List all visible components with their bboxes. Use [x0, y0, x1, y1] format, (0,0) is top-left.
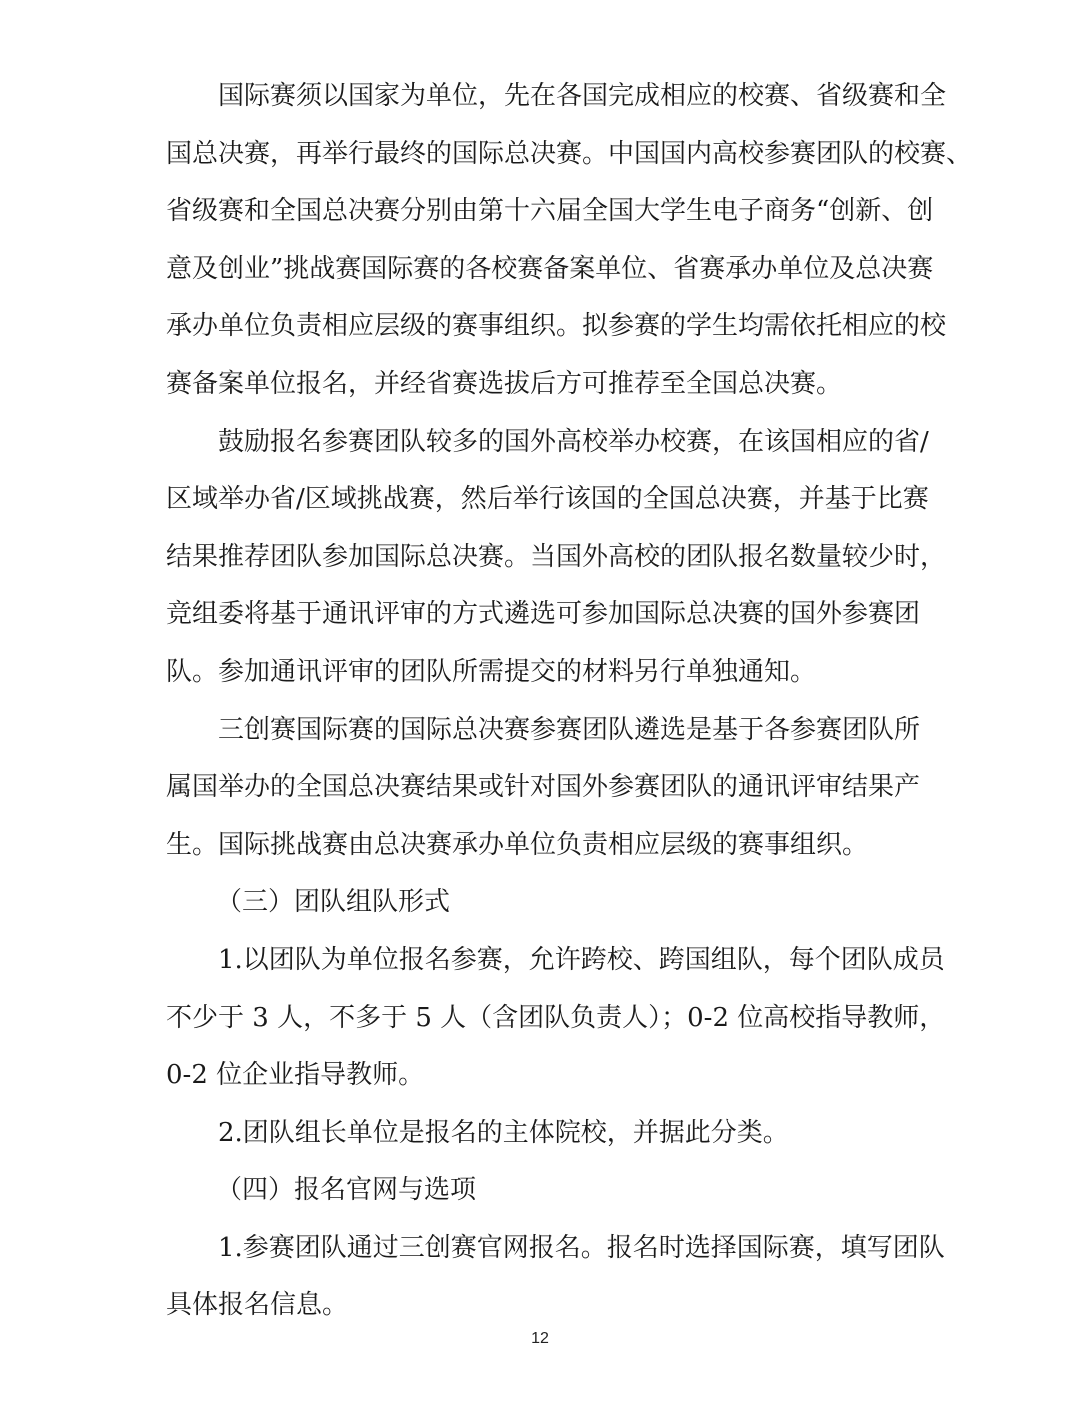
item-1-line-1: 1.以团队为单位报名参赛，允许跨校、跨国组队，每个团队成员 [218, 944, 945, 975]
section-heading-team-formation: （三）团队组队形式 [216, 887, 451, 918]
item-1-line-3: 0-2 位企业指导教师。 [166, 1060, 425, 1091]
registration-item-1-line-2: 具体报名信息。 [166, 1290, 349, 1321]
registration-item-1-line-1: 1.参赛团队通过三创赛官网报名。报名时选择国际赛，填写团队 [218, 1232, 945, 1263]
document-body [166, 68, 973, 1335]
section-heading-registration: （四）报名官网与选项 [216, 1175, 477, 1206]
paragraph-3-line-3: 生。国际挑战赛由总决赛承办单位负责相应层级的赛事组织。 [166, 829, 869, 860]
paragraph-1-line-2: 国总决赛，再举行最终的国际总决赛。中国国内高校参赛团队的校赛、 [166, 138, 973, 169]
item-2-line-1: 2.团队组长单位是报名的主体院校，并据此分类。 [218, 1117, 789, 1148]
paragraph-1-line-6: 赛备案单位报名，并经省赛选拔后方可推荐至全国总决赛。 [166, 368, 843, 399]
paragraph-1-line-3: 省级赛和全国总决赛分别由第十六届全国大学生电子商务“创新、创 [166, 196, 934, 227]
paragraph-2-line-1: 鼓励报名参赛团队较多的国外高校举办校赛，在该国相应的省/ [218, 426, 929, 457]
paragraph-2-line-2: 区域举办省/区域挑战赛，然后举行该国的全国总决赛，并基于比赛 [166, 484, 929, 515]
page-number: 12 [531, 1330, 549, 1347]
paragraph-1-line-5: 承办单位负责相应层级的赛事组织。拟参赛的学生均需依托相应的校 [166, 311, 947, 342]
paragraph-1-line-4: 意及创业”挑战赛国际赛的各校赛备案单位、省赛承办单位及总决赛 [166, 253, 934, 284]
paragraph-3-line-2: 属国举办的全国总决赛结果或针对国外参赛团队的通讯评审结果产 [166, 772, 921, 803]
paragraph-2-line-3: 结果推荐团队参加国际总决赛。当国外高校的团队报名数量较少时， [166, 541, 947, 572]
paragraph-2-line-5: 队。参加通讯评审的团队所需提交的材料另行单独通知。 [166, 656, 817, 687]
item-1-line-2: 不少于 3 人，不多于 5 人（含团队负责人）；0-2 位高校指导教师， [166, 1002, 946, 1033]
paragraph-3-line-1: 三创赛国际赛的国际总决赛参赛团队遴选是基于各参赛团队所 [218, 714, 921, 745]
paragraph-2-line-4: 竞组委将基于通讯评审的方式遴选可参加国际总决赛的国外参赛团 [166, 599, 921, 630]
paragraph-1-line-1: 国际赛须以国家为单位，先在各国完成相应的校赛、省级赛和全 [218, 81, 947, 111]
